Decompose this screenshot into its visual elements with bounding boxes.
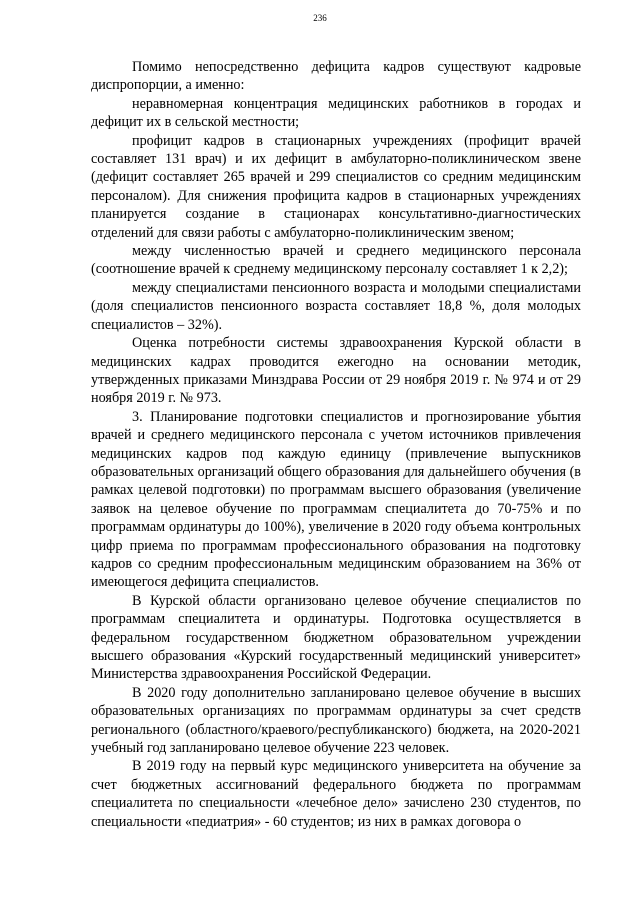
paragraph: между специалистами пенсионного возраста и молодыми специалистами (доля специалистов пенсионного возраста составляет 18,8 %, доля молодых специалистов – 32%). xyxy=(91,279,581,333)
paragraph: профицит кадров в стационарных учреждениях (профицит врачей составляет 131 врач) и их дефицит в амбулаторно-поликлиническом звене (дефицит составляет 265 врачей и 299 специалистов со средним медицинским персоналом). Для снижения профицита кадров в стационарных учреждениях планируется создание в стационарах консультативно-диагностических отделений для связи работы с амбулаторно-поликлиническим звеном; xyxy=(91,132,581,241)
paragraph: В 2020 году дополнительно запланировано целевое обучение в высших образовательных организациях по программам ординатуры за счет средств регионального (областного/краевого/республиканского) бюджета, на 2020-2021 учебный год запланировано целевое обучение 223 человек. xyxy=(91,684,581,757)
page-number: 236 xyxy=(313,13,327,23)
document-body xyxy=(91,58,581,831)
paragraph: Оценка потребности системы здравоохранения Курской области в медицинских кадрах проводится ежегодно на основании методик, утвержденных приказами Минздрава России от 29 ноября 2019 г. № 974 и от 29 ноября 2019 г. № 973. xyxy=(91,335,581,407)
paragraph: 3. Планирование подготовки специалистов и прогнозирование убытия врачей и среднего медицинского персонала с учетом источников привлечения медицинских кадров под каждую единицу (привлечение выпускников образовательных организаций общего образования для дальнейшего обучения (в рамках целевой подготовки) по программам высшего образования (увеличение заявок на целевое обучение по программам специалитета до 70-75% и по программам ординатуры до 100%), увеличение в 2020 году объема контрольных цифр приема по программам профессионального образования на подготовку кадров со средним профессиональным медицинским образованием на 36% от имеющегося дефицита специалистов. xyxy=(91,408,581,591)
paragraph: Помимо непосредственно дефицита кадров существуют кадровые диспропорции, а именно: xyxy=(91,59,581,94)
paragraph: В 2019 году на первый курс медицинского университета на обучение за счет бюджетных ассигнований федерального бюджета по программам специалитета по специальности «лечебное дело» зачислено 230 студентов, по специальности «педиатрия» - 60 студентов; из них в рамках договора о xyxy=(91,758,581,830)
paragraph: неравномерная концентрация медицинских работников в городах и дефицит их в сельской местности; xyxy=(91,95,581,131)
paragraph: В Курской области организовано целевое обучение специалистов по программам специалитета и ординатуры. Подготовка осуществляется в федеральном государственном бюджетном образовательном учреждении высшего образования «Курский государственный медицинский университет» Министерства здравоохранения Российской Федерации. xyxy=(91,592,581,683)
paragraph: между численностью врачей и среднего медицинского персонала (соотношение врачей к среднему медицинскому персоналу составляет 1 к 2,2); xyxy=(91,243,581,278)
